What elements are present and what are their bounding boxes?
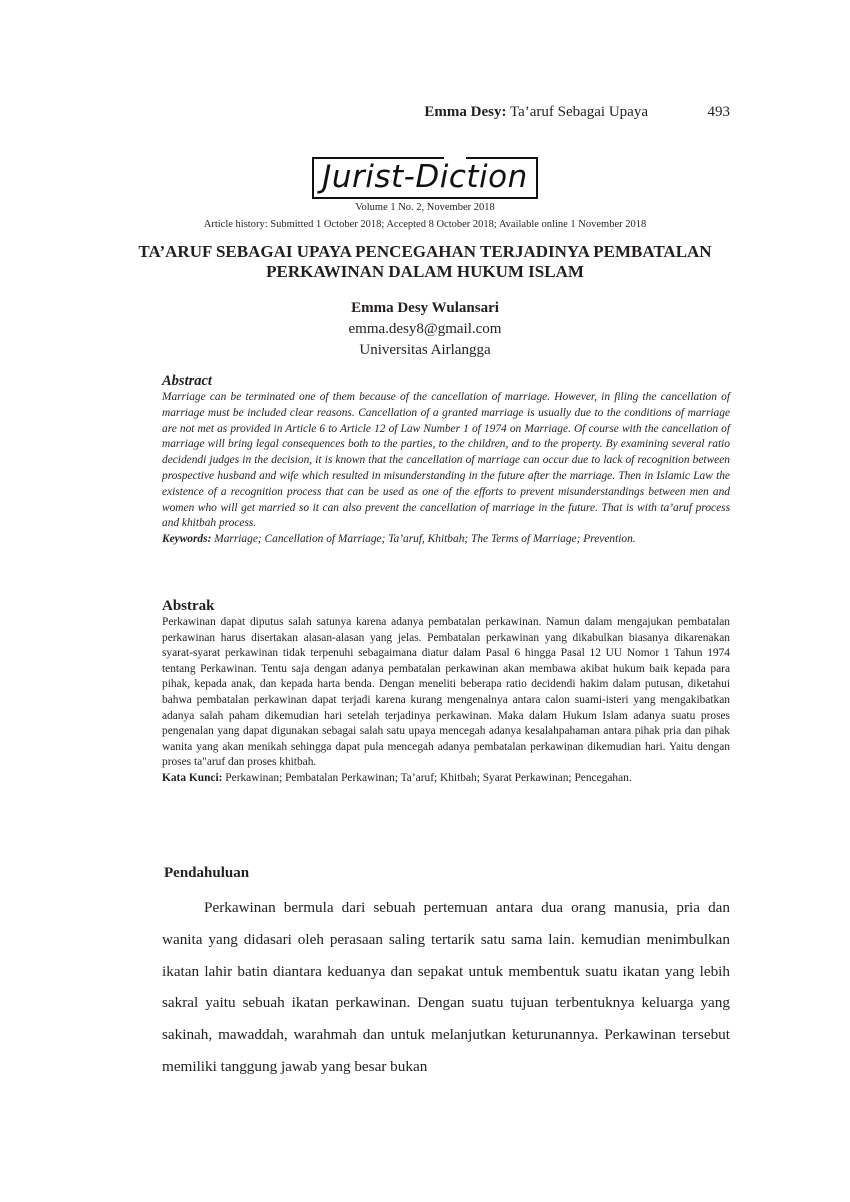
author-block [0, 298, 850, 361]
keywords-label: Keywords: [162, 533, 212, 546]
journal-volume: Volume 1 No. 2, November 2018 [355, 202, 495, 213]
abstract-english [162, 373, 730, 548]
kata-kunci-line [162, 771, 730, 787]
article-history: Article history: Submitted 1 October 2018; Accepted 8 October 2018; Available online 1 November 2018 [203, 219, 647, 230]
kata-kunci-text: Perkawinan; Pembatalan Perkawinan; Ta’aruf; Khitbah; Syarat Perkawinan; Pencegahan. [225, 771, 632, 784]
keywords-text: Marriage; Cancellation of Marriage; Ta’aruf, Khitbah; The Terms of Marriage; Prevention. [214, 533, 636, 546]
article-title: TA’ARUF SEBAGAI UPAYA PENCEGAHAN TERJADINYA PEMBATALAN PERKAWINAN DALAM HUKUM ISLAM [138, 242, 712, 281]
abstrak-heading: Abstrak [162, 598, 215, 614]
keywords-line [162, 532, 730, 548]
introduction-paragraph: Perkawinan bermula dari sebuah pertemuan antara dua orang manusia, pria dan wanita yang didasari oleh perasaan saling tertarik satu sama lain. kemudian menimbulkan ikatan lahir batin diantara keduanya dan sepakat untuk membentuk suatu ikatan yang lebih sakral yaitu sebuah ikatan perkawinan. Dengan suatu tujuan terbentuknya keluarga yang sakinah, mawaddah, warahmah dan untuk melanjutkan keturunannya. Perkawinan tersebut memiliki tanggung jawab yang besar bukan [162, 899, 730, 1075]
author-name: Emma Desy Wulansari [351, 300, 499, 316]
kata-kunci-label: Kata Kunci: [162, 771, 223, 784]
journal-logo: Jurist-Diction [312, 157, 538, 199]
abstract-text: Marriage can be terminated one of them because of the cancellation of marriage. However, in filing the cancellation of marriage must be included clear reasons. Cancellation of a granted marriage is usually due to the conditions of marriage are not met as provided in Article 6 to Article 12 of Law Number 1 of 1974 on Marriage. Of course with the cancellation of marriage will bring legal consequences both to the parties, to the children, and to the property. By examining several ratio decidendi judges in the decision, it is known that the cancellation of marriage can occur due to lack of recognition between prospective husband and wife which resulted in misunderstanding in the future after the marriage. Then in Islamic Law the existence of a recognition process that can be used as one of the efforts to prevent misunderstandings between men and women who will get married so it can also prevent the cancellation of marriage in the future. That is with ta’aruf process and khitbah process. [162, 391, 730, 530]
running-author: Emma Desy: [424, 104, 507, 120]
running-title [424, 103, 648, 121]
abstrak-text: Perkawinan dapat diputus salah satunya karena adanya pembatalan perkawinan. Namun dalam mengajukan pembatalan perkawinan harus disertakan alasan-alasan yang jelas. Pembatalan perkawinan yang dikabulkan biasanya dikarenakan syarat-syarat perkawinan tidak terpenuhi sebagaimana diatur dalam Pasal 6 hingga Pasal 12 UU Nomor 1 Tahun 1974 tentang Perkawinan. Tentu saja dengan adanya pembatalan perkawinan akan membawa akibat hukum baik kepada para pihak, kepada anak, dan kepada harta benda. Dengan meneliti beberapa ratio decidendi hakim dalam putusan, diketahui bahwa pembatalan perkawinan dapat terjadi karena kurang mengenalnya antara calon suami-isteri yang mengakibatkan adanya salah paham dikemudian hari setelah terjadinya perkawinan. Maka dalam Hukum Islam adanya suatu proses pengenalan yang dapat digunakan sebagai salah satu upaya mencegah adanya kesalahpahaman antara pihak pria dan pihak wanita yang akan menikah sehingga dapat pula mencegah adanya pembatalan perkawinan dikemudian hari. Yaitu dengan proses ta"aruf dan proses khitbah. [162, 616, 730, 769]
abstract-heading: Abstract [162, 373, 212, 389]
page-number: 493 [707, 104, 730, 120]
section-heading-introduction: Pendahuluan [164, 865, 250, 881]
author-affiliation: Universitas Airlangga [359, 342, 491, 358]
author-email: emma.desy8@gmail.com [348, 321, 502, 337]
running-short-title: Ta’aruf Sebagai Upaya [509, 104, 648, 120]
journal-logo-wrap [0, 157, 850, 199]
abstract-indonesian [162, 597, 730, 787]
